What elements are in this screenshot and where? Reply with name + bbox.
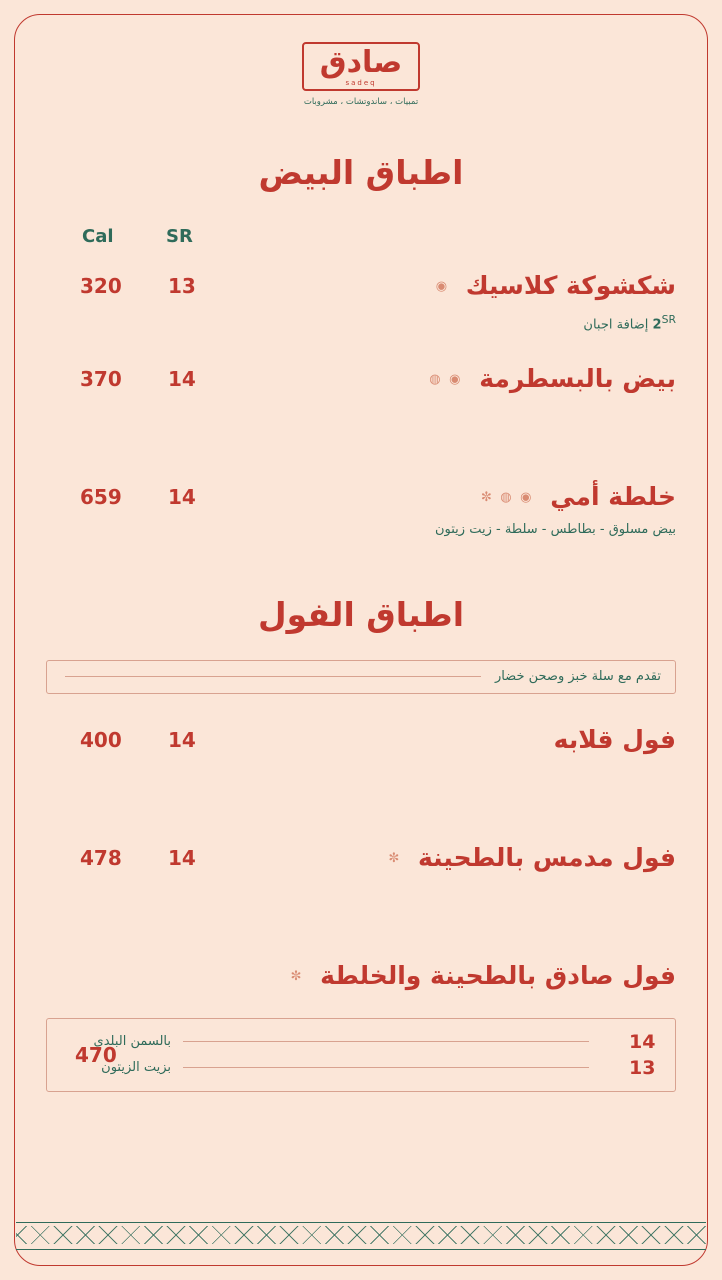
variant-price-box[interactable] [46, 1018, 676, 1092]
menu-item[interactable] [46, 363, 676, 403]
section-title-eggs: اطباق البيض [258, 153, 464, 192]
footer-ornament [16, 1222, 706, 1250]
menu-item-price: 14 [168, 845, 196, 870]
logo-tagline: تمبيات ، ساندوتشات ، مشروبات [303, 97, 419, 107]
menu-item-with-variants[interactable] [46, 960, 676, 1000]
menu-item[interactable] [46, 842, 676, 882]
spice-icon: ✼ [290, 968, 304, 984]
menu-item-calories: 400 [80, 727, 122, 752]
menu-item-addon-label: إضافة اجبان [583, 317, 649, 333]
spice-icon: ◉ ◍ ✼ [480, 489, 534, 505]
menu-item-name: فول صادق بالطحينة والخلطة [320, 960, 676, 990]
menu-item-name: فول قلابه [553, 724, 676, 754]
variant-label: بالسمن البلدي [93, 1034, 171, 1050]
logo-arabic-text: صادق [319, 45, 403, 80]
logo-box [302, 42, 420, 91]
menu-item-name: فول مدمس بالطحينة [418, 842, 676, 872]
logo-latin-text: sadeq [345, 79, 377, 87]
menu-item-name-row [46, 363, 676, 394]
column-header-sr: SR [166, 226, 193, 247]
section-title-foul: اطباق الفول [257, 594, 465, 634]
divider-line [183, 1041, 589, 1042]
menu-item-name-row [46, 960, 676, 991]
menu-item-description: بيض مسلوق - بطاطس - سلطة - زيت زيتون [434, 521, 676, 537]
menu-item-name-row [46, 481, 676, 512]
menu-item-calories: 370 [80, 366, 122, 391]
menu-item-price: 14 [168, 727, 196, 752]
variant-row[interactable] [61, 1055, 661, 1081]
menu-item-price: 14 [168, 484, 196, 509]
served-with-text: تقدم مع سلة خبز وصحن خضار [494, 669, 661, 685]
spice-icon: ◉ [435, 279, 450, 294]
spice-icon: ◉ ◍ [429, 371, 463, 387]
divider-line [65, 676, 481, 677]
menu-item-name-row [46, 270, 676, 301]
menu-item-addon-price: 2 [652, 317, 662, 333]
menu-item-name: خلطة أمي [550, 481, 676, 511]
menu-item-calories: 659 [80, 484, 122, 509]
menu-item-price: 14 [168, 366, 196, 391]
menu-item-name: بيض بالبسطرمة [479, 363, 676, 393]
spice-icon: ✼ [388, 850, 402, 866]
menu-item[interactable] [46, 481, 676, 537]
variant-price: 14 [629, 1030, 656, 1053]
zigzag-pattern-icon [16, 1226, 706, 1244]
menu-item-calories: 320 [80, 274, 122, 298]
menu-item-name-row [46, 724, 676, 755]
variant-row[interactable] [61, 1029, 661, 1055]
menu-item-addon-unit: SR [661, 313, 676, 327]
menu-item-name-row [46, 842, 676, 873]
menu-item-calories: 470 [75, 1042, 117, 1067]
brand-logo [46, 42, 676, 107]
menu-item-calories: 478 [80, 845, 122, 870]
menu-item-price: 13 [168, 274, 196, 298]
column-header-cal: Cal [82, 226, 114, 247]
menu-item[interactable] [46, 724, 676, 764]
menu-item-name: شكشوكة كلاسيك [465, 271, 676, 300]
column-headers [46, 226, 676, 252]
menu-item[interactable] [46, 270, 676, 333]
variant-price: 13 [629, 1056, 656, 1079]
served-with-note [46, 660, 676, 694]
menu-item-addon [46, 313, 676, 332]
divider-line [183, 1067, 589, 1068]
variant-label: بزيت الزيتون [101, 1060, 171, 1076]
